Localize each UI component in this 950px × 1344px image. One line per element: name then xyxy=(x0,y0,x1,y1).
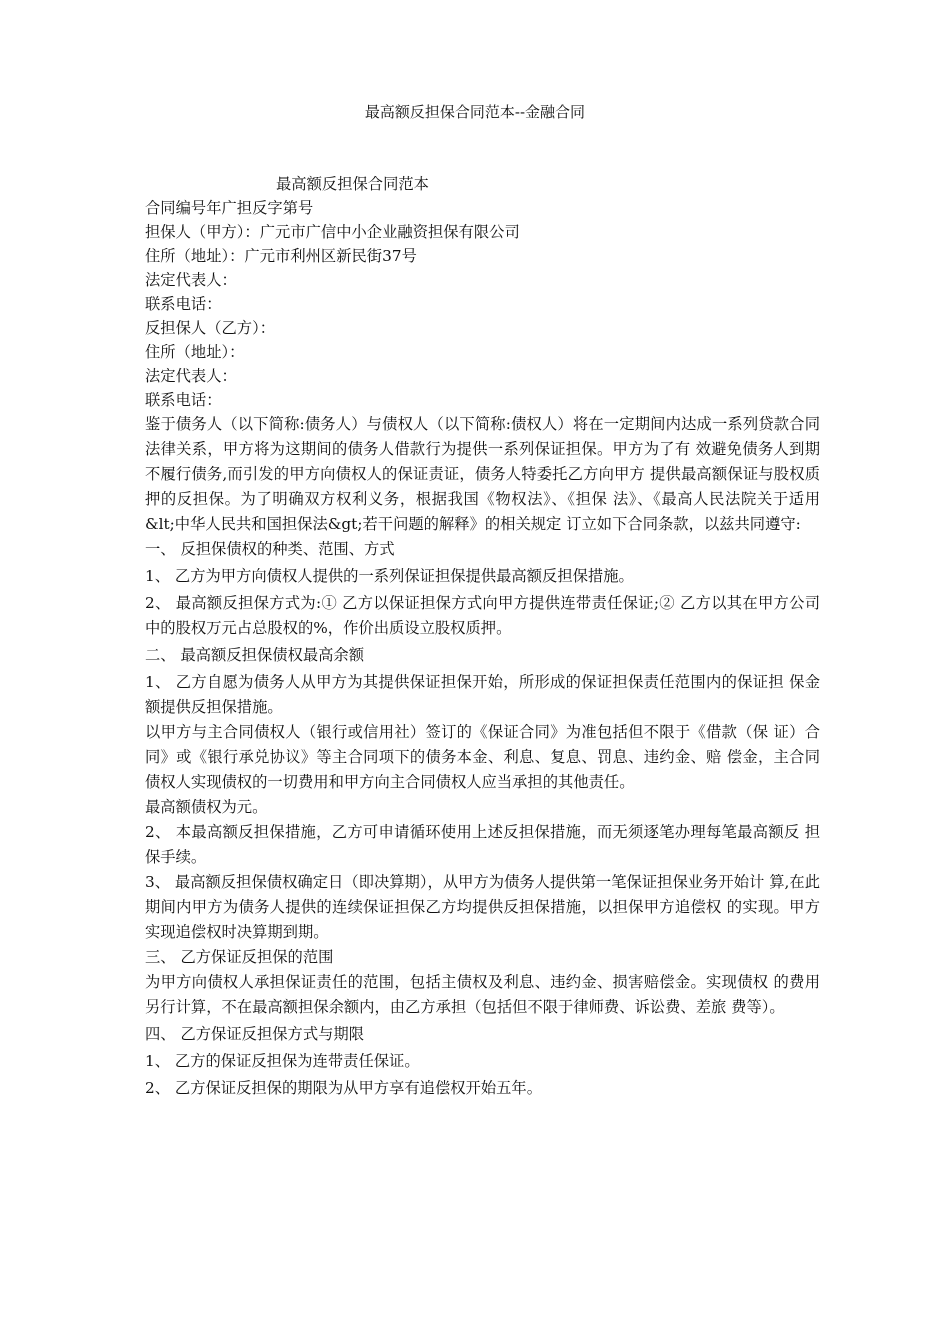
section-2-item-3: 3、 最高额反担保债权确定日（即决算期），从甲方为债务人提供第一笔保证担保业务开始计 算,在此期间内甲方为债务人提供的连续保证担保乙方均提供反担保措施，以担保甲方追偿权 的实现。甲方实现追偿权时决算期到期。 xyxy=(145,873,820,941)
contract-subtitle: 最高额反担保合同范本 xyxy=(276,175,429,193)
page-title: 最高额反担保合同范本--金融合同 xyxy=(364,103,586,121)
section-4-item-2: 2、 乙方保证反担保的期限为从甲方享有追偿权开始五年。 xyxy=(145,1079,543,1097)
party-b-phone: 联系电话： xyxy=(145,391,222,409)
document-body xyxy=(145,172,820,1101)
section-heading-3: 三、 乙方保证反担保的范围 xyxy=(145,948,334,966)
party-a-legal-rep: 法定代表人： xyxy=(145,271,237,289)
contract-number: 合同编号年广担反字第号 xyxy=(145,199,314,217)
guarantor-party-a: 担保人（甲方）：广元市广信中小企业融资担保有限公司 xyxy=(145,223,520,241)
section-2-item-2: 2、 本最高额反担保措施，乙方可申请循环使用上述反担保措施，而无须逐笔办理每笔最高额反 担保手续。 xyxy=(145,823,820,866)
party-a-phone: 联系电话： xyxy=(145,295,222,313)
section-1-item-2: 2、 最高额反担保方式为:① 乙方以保证担保方式向甲方提供连带责任保证;② 乙方以其在甲方公司中的股权万元占总股权的%，作价出质设立股权质押。 xyxy=(145,594,820,637)
section-4-item-1: 1、 乙方的保证反担保为连带责任保证。 xyxy=(145,1052,420,1070)
section-2-max-claim: 最高额债权为元。 xyxy=(145,798,268,816)
party-a-address: 住所（地址）：广元市利州区新民街37号 xyxy=(145,247,417,265)
section-2-scope-paragraph: 以甲方与主合同债权人（银行或信用社）签订的《保证合同》为准包括但不限于《借款（保 证）合同》或《银行承兑协议》等主合同项下的债务本金、利息、复息、罚息、违约金、赔 偿金，主合同债权人实现债权的一切费用和甲方向主合同债权人应当承担的其他责任。 xyxy=(145,723,820,791)
section-heading-1: 一、 反担保债权的种类、范围、方式 xyxy=(145,540,395,558)
section-heading-2: 二、 最高额反担保债权最高余额 xyxy=(145,646,365,664)
counter-guarantor-party-b: 反担保人（乙方）： xyxy=(145,319,276,337)
preamble-paragraph: 鉴于债务人（以下简称:债务人）与债权人（以下简称:债权人）将在一定期间内达成一系列贷款合同法律关系，甲方将为这期间的债务人借款行为提供一系列保证担保。甲方为了有 效避免债务人到期不履行债务,而引发的甲方向债权人的保证责证，债务人特委托乙方向甲方 提供最高额保证与股权质押的反担保。为了明确双方权利义务，根据我国《物权法》、《担保 法》、《最高人民法院关于适用&lt;中华人民共和国担保法&gt;若干问题的解释》的相关规定 订立如下合同条款，以兹共同遵守: xyxy=(145,415,820,533)
section-2-item-1: 1、 乙方自愿为债务人从甲方为其提供保证担保开始，所形成的保证担保责任范围内的保证担 保金额提供反担保措施。 xyxy=(145,673,820,716)
section-heading-4: 四、 乙方保证反担保方式与期限 xyxy=(145,1025,365,1043)
section-3-paragraph: 为甲方向债权人承担保证责任的范围，包括主债权及利息、违约金、损害赔偿金。实现债权 的费用另行计算，不在最高额担保余额内，由乙方承担（包括但不限于律师费、诉讼费、差旅 费等）。 xyxy=(145,973,820,1016)
party-b-address: 住所（地址）： xyxy=(145,343,245,361)
party-b-legal-rep: 法定代表人： xyxy=(145,367,237,385)
section-1-item-1: 1、 乙方为甲方向债权人提供的一系列保证担保提供最高额反担保措施。 xyxy=(145,567,634,585)
